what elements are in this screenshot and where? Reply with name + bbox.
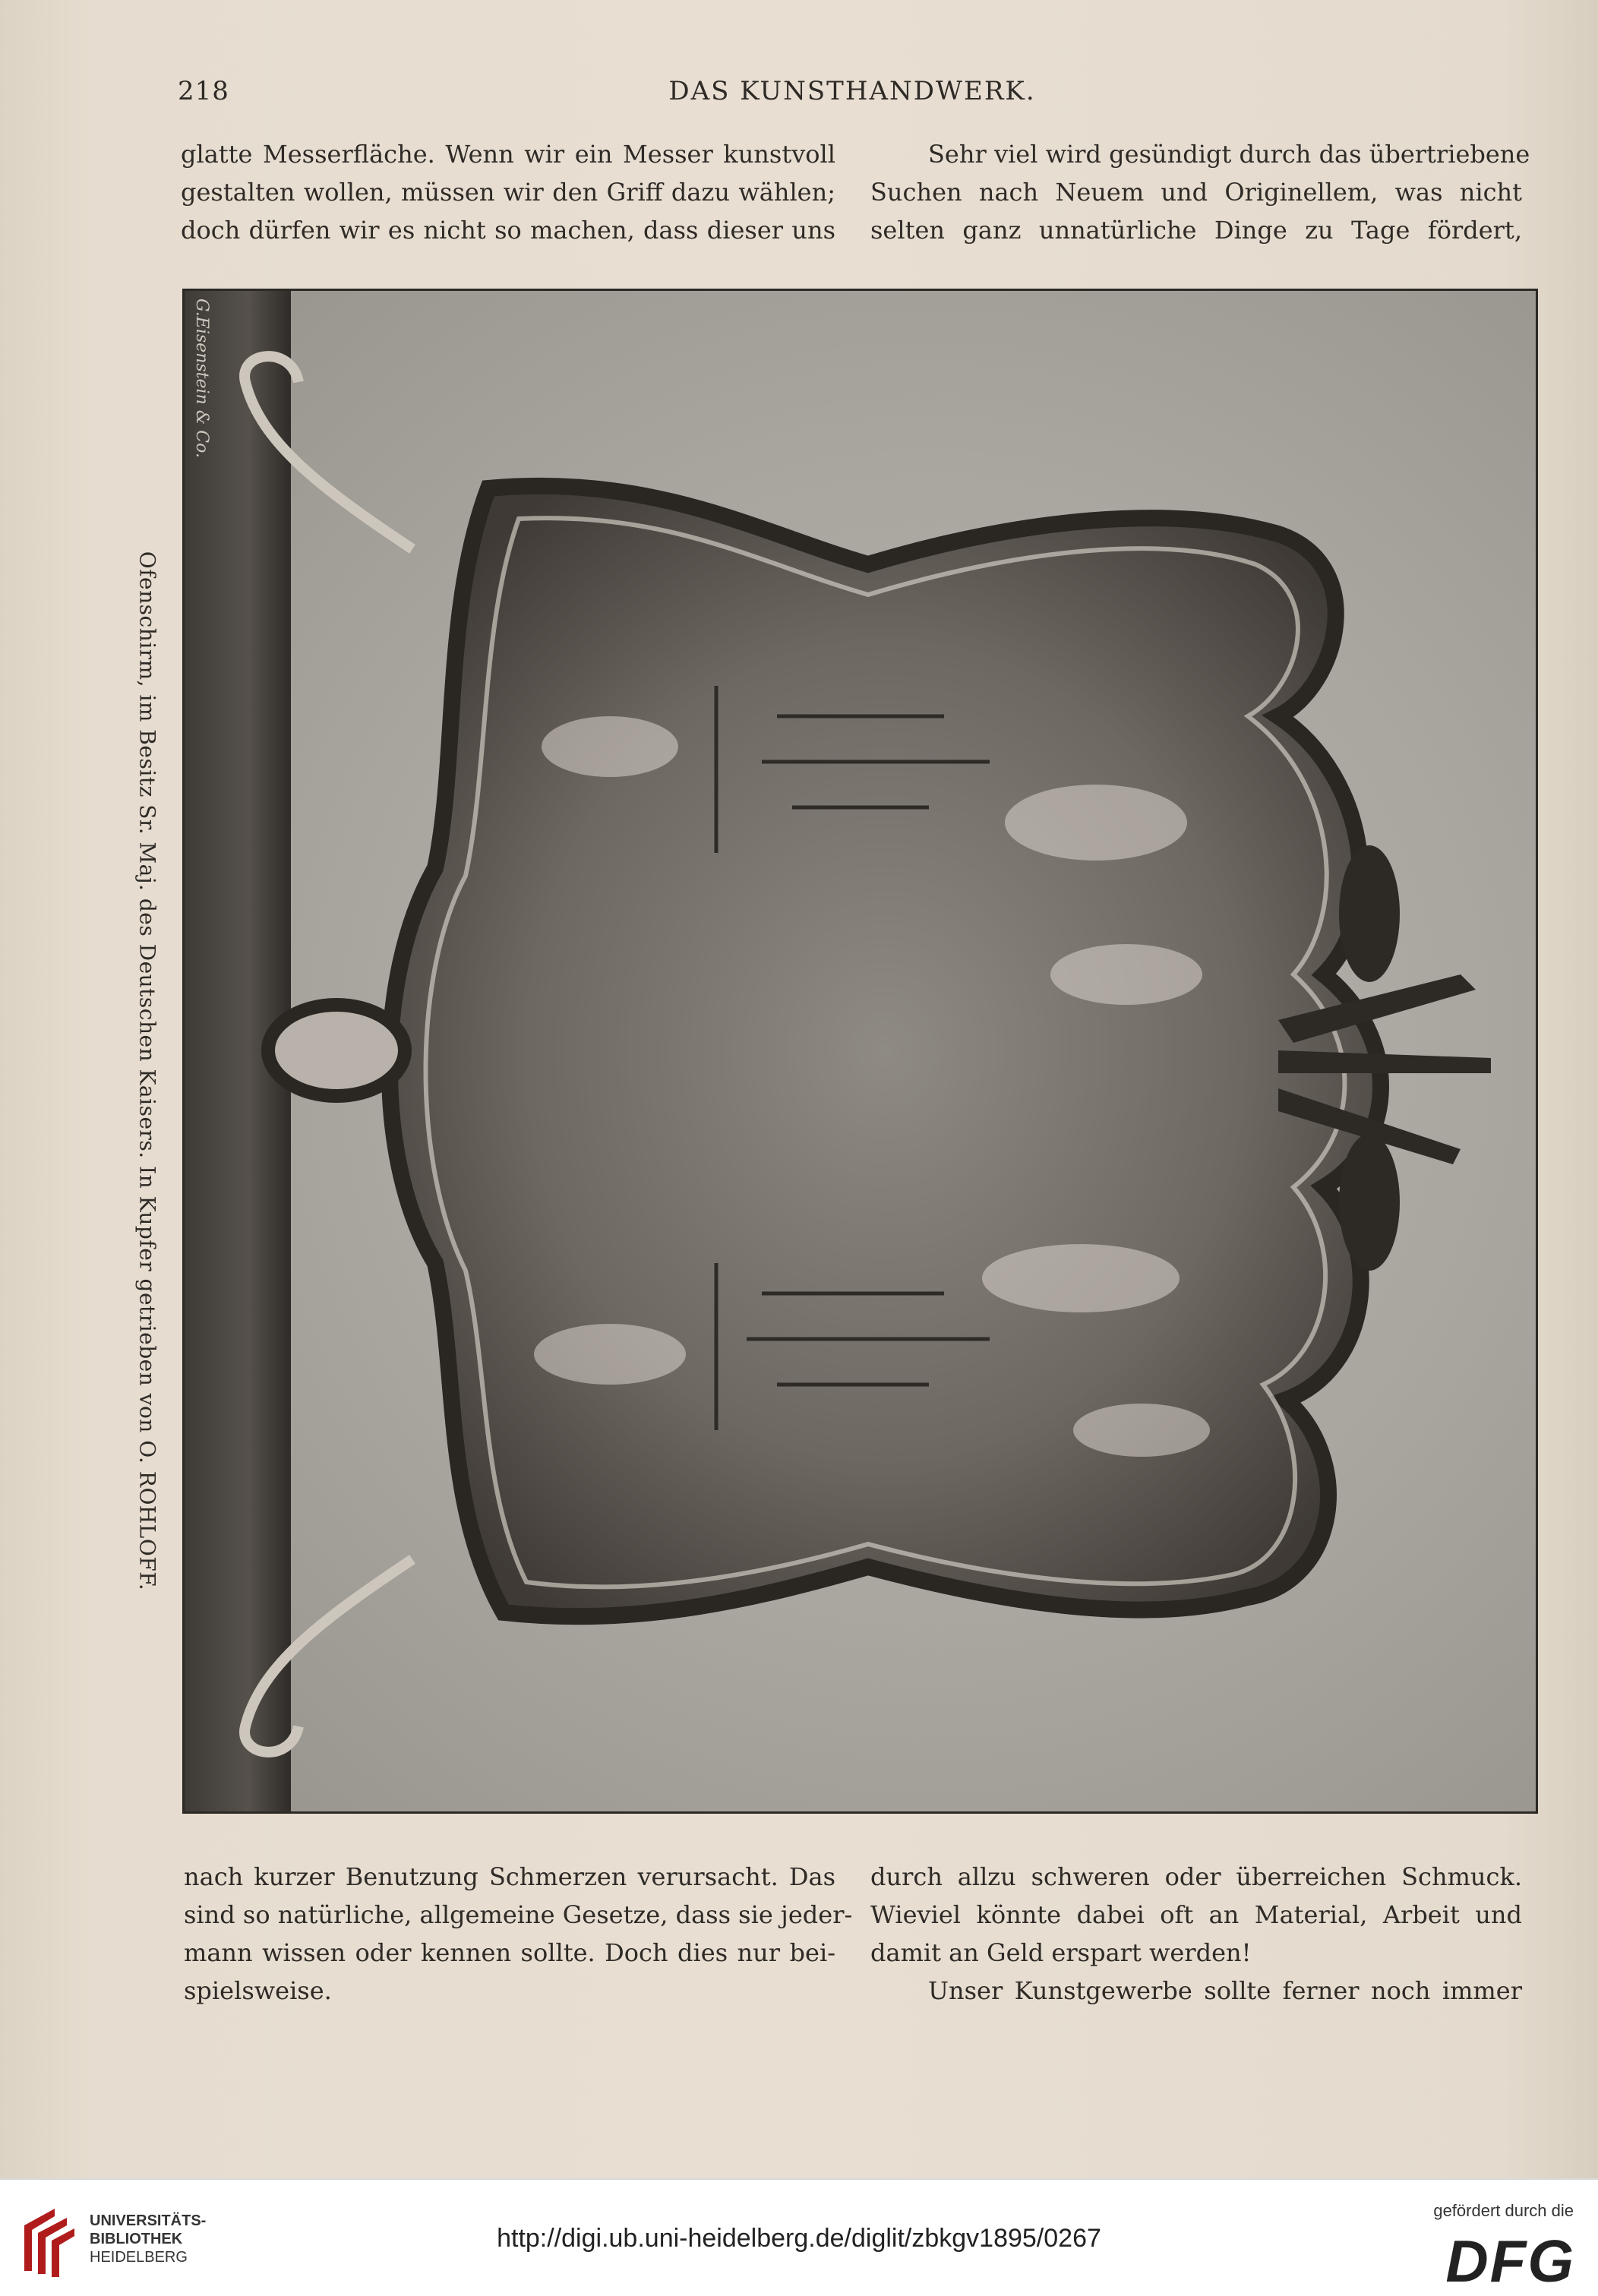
- text-line: Sehr viel wird gesündigt durch das übertriebene: [928, 140, 1530, 169]
- dfg-logo[interactable]: DFG: [1445, 2228, 1575, 2294]
- page-number: 218: [178, 76, 229, 106]
- text-line: doch dürfen wir es nicht so machen, dass dieser uns: [181, 216, 835, 245]
- text-line: sind so natürliche, allgemeine Gesetze, dass sie jeder-: [184, 1900, 853, 1929]
- figure-photograph: [182, 289, 1538, 1814]
- text-line: Suchen nach Neuem und Originellem, was nicht: [870, 178, 1522, 207]
- library-name-line: BIBLIOTHEK: [90, 2231, 183, 2247]
- text-line: durch allzu schweren oder überreichen Schmuck.: [870, 1862, 1522, 1891]
- text-column-bottom-left: [184, 1858, 853, 2010]
- text-line: mann wissen oder kennen sollte. Doch dies nur bei-: [184, 1938, 835, 1967]
- photographer-signature: G.Eisenstein & Co.: [192, 298, 211, 458]
- text-line: selten ganz unnatürliche Dinge zu Tage fördert,: [870, 216, 1522, 245]
- running-title: DAS KUNSTHANDWERK.: [668, 76, 1036, 106]
- text-column-bottom-right: [870, 1858, 1522, 2010]
- text-column-top-right: [870, 135, 1530, 249]
- text-line: Wieviel könnte dabei oft an Material, Arbeit und: [870, 1900, 1522, 1929]
- page-header: [176, 76, 1528, 122]
- permalink-url[interactable]: http://digi.ub.uni-heidelberg.de/diglit/zbkgv1895/0267: [497, 2224, 1101, 2253]
- text-line: Unser Kunstgewerbe sollte ferner noch immer: [928, 1976, 1522, 2005]
- fire-screen-illustration: [185, 291, 1538, 1814]
- figure-caption: [131, 551, 164, 1591]
- text-line: damit an Geld erspart werden!: [870, 1938, 1252, 1967]
- text-line: spielsweise.: [184, 1976, 332, 2005]
- viewer-footer: [0, 2178, 1598, 2296]
- library-name-line: HEIDELBERG: [90, 2249, 188, 2266]
- text-line: nach kurzer Benutzung Schmerzen verursacht. Das: [184, 1862, 835, 1891]
- text-line: gestalten wollen, müssen wir den Griff dazu wählen;: [181, 178, 835, 207]
- text-column-top-left: [181, 135, 835, 249]
- funding-label: gefördert durch die: [1433, 2201, 1574, 2220]
- medallion: [268, 1005, 405, 1096]
- screen-panel: [390, 486, 1381, 1616]
- library-name-line: UNIVERSITÄTS-: [90, 2212, 207, 2229]
- text-line: glatte Messerfläche. Wenn wir ein Messer kunstvoll: [181, 140, 835, 169]
- figure-caption-text: Ofenschirm, im Besitz Sr. Maj. des Deutschen Kaisers. In Kupfer getrieben von O. ROHLOFF.: [134, 551, 160, 1591]
